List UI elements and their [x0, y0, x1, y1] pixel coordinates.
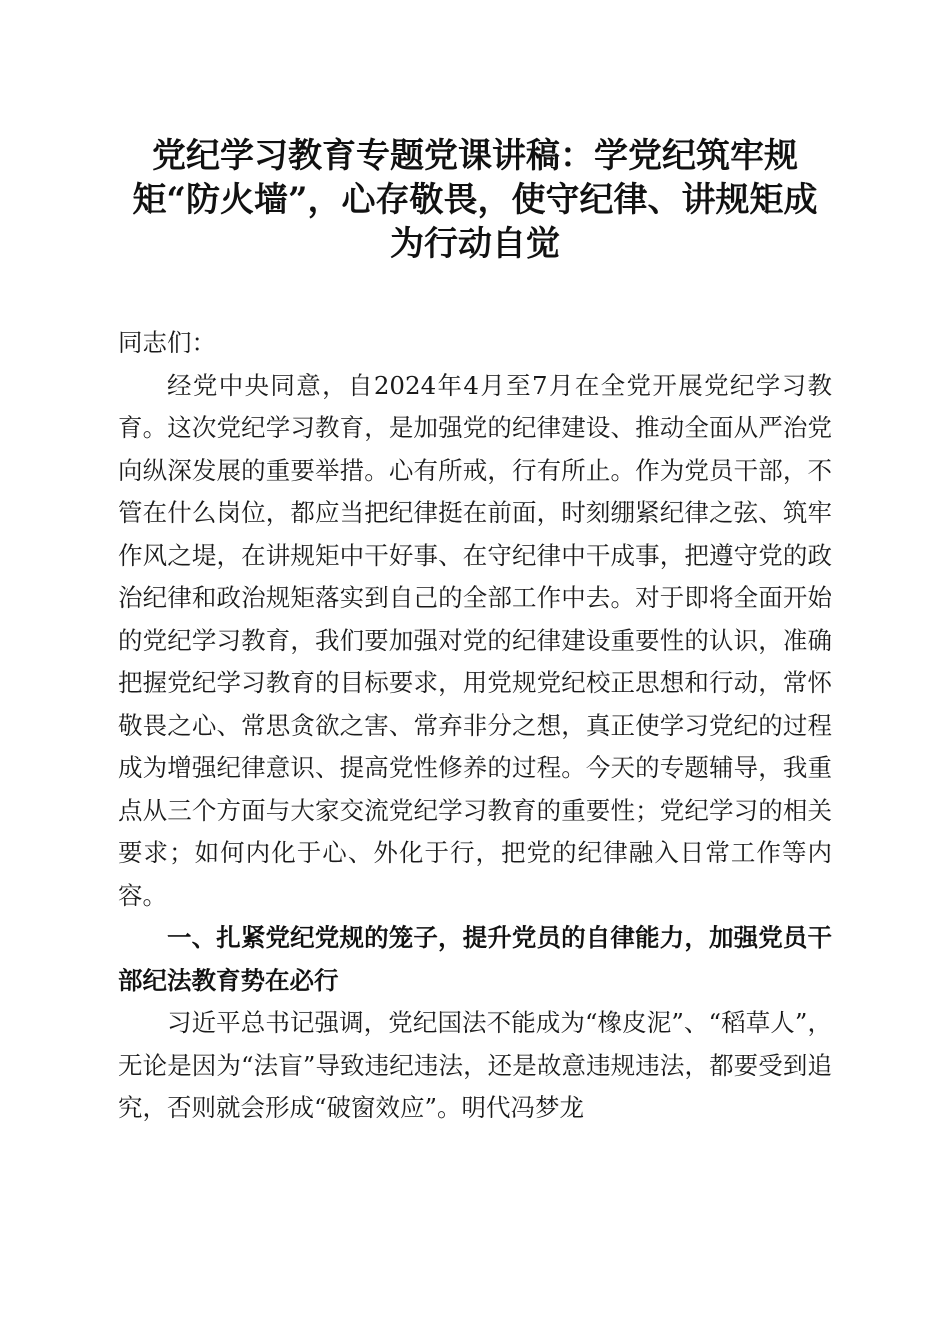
salutation: 同志们：	[118, 328, 216, 357]
section-heading-1: 一、扎紧党纪党规的笼子，提升党员的自律能力，加强党员干部纪法教育势在必行	[118, 923, 832, 995]
document-title: 党纪学习教育专题党课讲稿：学党纪筑牢规矩“防火墙”，心存敬畏，使守纪律、讲规矩成为行动自觉	[132, 136, 818, 264]
intro-paragraph: 经党中央同意，自2024年4月至7月在全党开展党纪学习教育。这次党纪学习教育，是加强党的纪律建设、推动全面从严治党向纵深发展的重要举措。心有所戒，行有所止。作为党员干部，不管在什么岗位，都应当把纪律挺在前面，时刻绷紧纪律之弦、筑牢作风之堤，在讲规矩中干好事、在守纪律中干成事，把遵守党的政治纪律和政治规矩落实到自己的全部工作中去。对于即将全面开始的党纪学习教育，我们要加强对党的纪律建设重要性的认识，准确把握党纪学习教育的目标要求，用党规党纪校正思想和行动，常怀敬畏之心、常思贪欲之害、常弃非分之想，真正使学习党纪的过程成为增强纪律意识、提高党性修养的过程。今天的专题辅导，我重点从三个方面与大家交流党纪学习教育的重要性；党纪学习的相关要求；如何内化于心、外化于行，把党的纪律融入日常工作等内容。	[118, 370, 832, 910]
document-body	[118, 322, 832, 1130]
section-paragraph-1: 习近平总书记强调，党纪国法不能成为“橡皮泥”、“稻草人”，无论是因为“法盲”导致违纪违法，还是故意违规违法，都要受到追究，否则就会形成“破窗效应”。明代冯梦龙	[118, 1008, 832, 1122]
